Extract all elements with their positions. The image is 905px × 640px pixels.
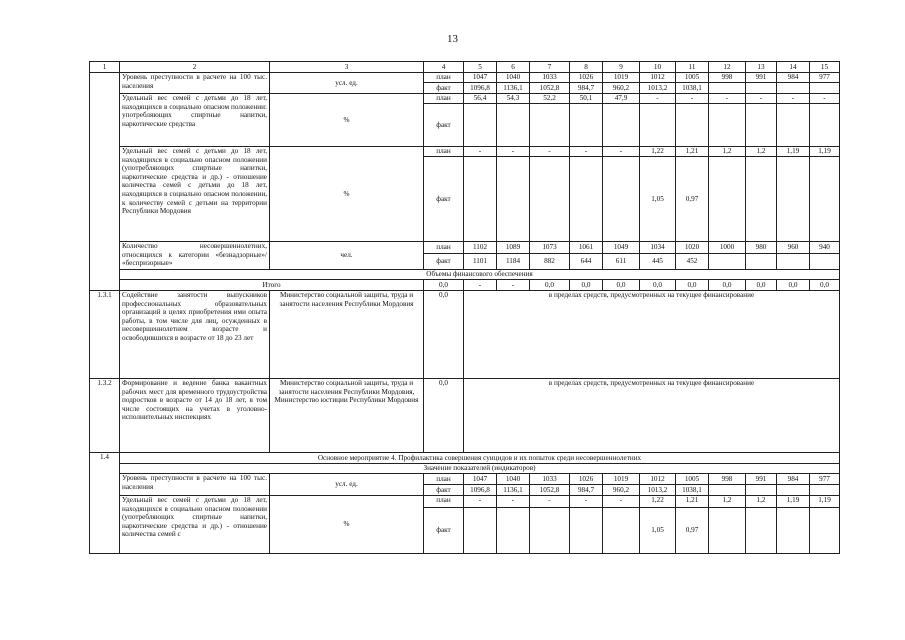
indicator-unit: % <box>270 94 424 147</box>
column-number: 1 <box>90 62 120 73</box>
fact-value: 1136,1 <box>497 83 530 94</box>
fact-value: 960,2 <box>603 485 640 496</box>
plan-value: 1,21 <box>676 496 709 508</box>
activity-name: Содействие занятости выпускников профессиональных образовательных организаций в целях приобретения ими опыта работы, в том числе для лиц, осужденных в несовершеннолетнем возрасте и освободившихся в возрасте от 18 до 23 лет <box>120 291 270 379</box>
section-title: Основное мероприятие 4. Профилактика совершения суицидов и их попыток среди несовершеннолетних <box>120 453 840 464</box>
fact-value <box>709 157 746 242</box>
plan-value: 1012 <box>640 474 676 485</box>
fact-value <box>746 485 777 496</box>
fact-value <box>777 157 810 242</box>
fact-value: 882 <box>530 254 570 270</box>
plan-value: 1026 <box>570 73 603 83</box>
fact-value <box>570 508 603 554</box>
fact-value: 0,97 <box>676 157 709 242</box>
indicator-name: Удельный вес семей с детьми до 18 лет, находящихся в социально опасном положении (употребляющих спиртные напитки, наркотические средства и др.) - отношение количества семей с <box>120 496 270 554</box>
fact-value: 1052,8 <box>530 83 570 94</box>
plan-value: 1,2 <box>709 496 746 508</box>
plan-value: 52,2 <box>530 94 570 104</box>
plan-label: план <box>424 496 464 508</box>
fact-value <box>530 104 570 147</box>
plan-value: 1012 <box>640 73 676 83</box>
table-row <box>90 291 840 379</box>
indicator-name: Уровень преступности в расчете на 100 тыс. населения <box>120 73 270 94</box>
fact-value <box>570 157 603 242</box>
table-row <box>90 496 840 508</box>
plan-value: 1034 <box>640 242 676 254</box>
fact-value: 1136,1 <box>497 485 530 496</box>
plan-value: 960 <box>777 242 810 254</box>
plan-value: 1089 <box>497 242 530 254</box>
plan-value: 977 <box>810 474 840 485</box>
plan-value: - <box>497 496 530 508</box>
plan-label: план <box>424 73 464 83</box>
activity-note: в пределах средств, предусмотренных на текущее финансирование <box>464 379 840 453</box>
plan-label: план <box>424 474 464 485</box>
fact-value <box>810 104 840 147</box>
header-row <box>90 62 840 73</box>
plan-value: - <box>530 147 570 157</box>
total-value: 0,0 <box>530 280 570 291</box>
table-row <box>90 147 840 157</box>
fact-value <box>530 157 570 242</box>
activity-amount: 0,0 <box>424 291 464 379</box>
plan-value: 1,21 <box>676 147 709 157</box>
column-number: 9 <box>603 62 640 73</box>
fact-value <box>810 83 840 94</box>
fact-value <box>603 157 640 242</box>
row-number-cell <box>90 73 120 291</box>
fact-value <box>746 83 777 94</box>
plan-value: - <box>640 94 676 104</box>
table-row <box>90 73 840 83</box>
fact-value <box>530 508 570 554</box>
program-table <box>89 61 840 554</box>
fact-value <box>464 157 497 242</box>
plan-value: 1102 <box>464 242 497 254</box>
plan-value: 1,19 <box>810 496 840 508</box>
plan-value: 1019 <box>603 474 640 485</box>
fact-value <box>676 104 709 147</box>
plan-value: - <box>810 94 840 104</box>
indicator-name: Удельный вес семей с детьми до 18 лет, находящихся в социально опасном положении (употребляющих спиртные напитки, наркотические средства и др.) - отношение количества семей с детьми до 18 лет, находящихся в социально опасном положении, к количеству семей с детьми на территории Республики Мордовия <box>120 147 270 242</box>
fact-value <box>746 254 777 270</box>
activity-executor: Министерство социальной защиты, труда и занятости населения Республики Мордовия <box>270 291 424 379</box>
indicator-unit: % <box>270 147 424 242</box>
plan-value: 1047 <box>464 474 497 485</box>
fact-value <box>570 104 603 147</box>
fact-value: 1052,8 <box>530 485 570 496</box>
fact-value <box>709 104 746 147</box>
column-number: 8 <box>570 62 603 73</box>
total-value: 0,0 <box>810 280 840 291</box>
fact-value <box>497 508 530 554</box>
fact-value <box>777 254 810 270</box>
fact-label: факт <box>424 508 464 554</box>
fact-value: 452 <box>676 254 709 270</box>
plan-value: 1061 <box>570 242 603 254</box>
plan-value: 984 <box>777 474 810 485</box>
plan-value: - <box>603 496 640 508</box>
indicator-unit: чел. <box>270 242 424 270</box>
indicator-name: Уровень преступности в расчете на 100 тыс. населения <box>120 474 270 496</box>
plan-value: - <box>709 94 746 104</box>
plan-value: 1,2 <box>746 147 777 157</box>
column-number: 7 <box>530 62 570 73</box>
plan-value: 1000 <box>709 242 746 254</box>
section-number: 1.4 <box>90 453 120 554</box>
fact-value: 1,05 <box>640 508 676 554</box>
fact-value <box>640 104 676 147</box>
plan-value: - <box>464 496 497 508</box>
activity-number: 1.3.1 <box>90 291 120 379</box>
fact-value: 984,7 <box>570 83 603 94</box>
total-value: 0,0 <box>746 280 777 291</box>
fact-value: 1096,8 <box>464 83 497 94</box>
indicator-unit: % <box>270 496 424 554</box>
plan-value: 1040 <box>497 474 530 485</box>
plan-value: - <box>530 496 570 508</box>
table-row <box>90 464 840 474</box>
plan-value: 984 <box>777 73 810 83</box>
page-number: 13 <box>447 33 458 45</box>
indicators-title: Значение показателей (индикаторов) <box>120 464 840 474</box>
fact-value <box>810 508 840 554</box>
plan-value: 1040 <box>497 73 530 83</box>
fact-value: 1096,8 <box>464 485 497 496</box>
plan-value: 56,4 <box>464 94 497 104</box>
fact-value: 1184 <box>497 254 530 270</box>
total-value: 0,0 <box>570 280 603 291</box>
indicator-unit: усл. ед. <box>270 474 424 496</box>
plan-value: - <box>497 147 530 157</box>
plan-value: - <box>603 147 640 157</box>
fact-value: 1013,2 <box>640 485 676 496</box>
total-value: 0,0 <box>676 280 709 291</box>
plan-value: 940 <box>810 242 840 254</box>
plan-value: 1033 <box>530 474 570 485</box>
fact-value <box>777 485 810 496</box>
plan-value: 1005 <box>676 474 709 485</box>
fact-value: 0,97 <box>676 508 709 554</box>
finance-title: Объемы финансового обеспечения <box>120 270 840 280</box>
fact-value <box>777 508 810 554</box>
fact-value <box>497 104 530 147</box>
column-number: 2 <box>120 62 270 73</box>
plan-value: 1005 <box>676 73 709 83</box>
activity-note: в пределах средств, предусмотренных на текущее финансирование <box>464 291 840 379</box>
fact-value: 984,7 <box>570 485 603 496</box>
table-row <box>90 270 840 280</box>
fact-value <box>709 485 746 496</box>
total-label: Итого <box>120 280 424 291</box>
fact-value <box>709 83 746 94</box>
indicator-name: Количество несовершеннолетних, относящихся к категории «безнадзорные»/ «беспризорные» <box>120 242 270 270</box>
activity-amount: 0,0 <box>424 379 464 453</box>
plan-value: 1026 <box>570 474 603 485</box>
plan-value: 977 <box>810 73 840 83</box>
fact-label: факт <box>424 104 464 147</box>
fact-value <box>746 157 777 242</box>
total-value: 0,0 <box>709 280 746 291</box>
plan-value: 1049 <box>603 242 640 254</box>
total-value: - <box>464 280 497 291</box>
column-number: 10 <box>640 62 676 73</box>
plan-value: 1,2 <box>709 147 746 157</box>
fact-label: факт <box>424 485 464 496</box>
column-number: 11 <box>676 62 709 73</box>
fact-value <box>464 508 497 554</box>
fact-label: факт <box>424 254 464 270</box>
table-row <box>90 94 840 104</box>
plan-value: - <box>464 147 497 157</box>
plan-value: 1,2 <box>746 496 777 508</box>
fact-value <box>709 254 746 270</box>
plan-value: 998 <box>709 73 746 83</box>
column-number: 4 <box>424 62 464 73</box>
activity-executor: Министерство социальной защиты, труда и занятости населения Республики Мордовия, Министерство юстиции Республики Мордовия <box>270 379 424 453</box>
plan-value: 1,19 <box>777 147 810 157</box>
fact-label: факт <box>424 83 464 94</box>
column-number: 15 <box>810 62 840 73</box>
fact-value <box>603 508 640 554</box>
plan-label: план <box>424 94 464 104</box>
fact-value: 1038,1 <box>676 485 709 496</box>
fact-value <box>777 104 810 147</box>
plan-label: план <box>424 242 464 254</box>
fact-value: 644 <box>570 254 603 270</box>
fact-value: 1038,1 <box>676 83 709 94</box>
fact-value: 445 <box>640 254 676 270</box>
fact-label: факт <box>424 157 464 242</box>
table-row <box>90 474 840 485</box>
table-row <box>90 280 840 291</box>
plan-value: 991 <box>746 73 777 83</box>
column-number: 3 <box>270 62 424 73</box>
total-value: - <box>497 280 530 291</box>
plan-value: - <box>746 94 777 104</box>
indicator-unit: усл. ед. <box>270 73 424 94</box>
fact-value <box>810 157 840 242</box>
table-row <box>90 379 840 453</box>
column-number: 12 <box>709 62 746 73</box>
fact-value <box>603 104 640 147</box>
plan-value: 1,19 <box>777 496 810 508</box>
plan-value: 1019 <box>603 73 640 83</box>
fact-value <box>746 508 777 554</box>
activity-number: 1.3.2 <box>90 379 120 453</box>
fact-value: 1013,2 <box>640 83 676 94</box>
column-number: 13 <box>746 62 777 73</box>
fact-value: 1,05 <box>640 157 676 242</box>
plan-label: план <box>424 147 464 157</box>
plan-value: - <box>570 147 603 157</box>
column-number: 6 <box>497 62 530 73</box>
plan-value: 1020 <box>676 242 709 254</box>
plan-value: - <box>570 496 603 508</box>
indicator-name: Удельный вес семей с детьми до 18 лет, находящихся в социально опасном положении: употребляющих спиртные напитки, наркотические средства <box>120 94 270 147</box>
total-value: 0,0 <box>603 280 640 291</box>
fact-value <box>810 485 840 496</box>
activity-name: Формирование и ведение банка вакантных рабочих мест для временного трудоустройства подростков в возрасте от 14 до 18 лет, в том числе состоящих на учетах в уголовно-исполнительных инспекциях <box>120 379 270 453</box>
fact-value <box>464 104 497 147</box>
plan-value: 980 <box>746 242 777 254</box>
column-number: 14 <box>777 62 810 73</box>
plan-value: - <box>777 94 810 104</box>
plan-value: 991 <box>746 474 777 485</box>
table-row <box>90 453 840 464</box>
fact-value: 1101 <box>464 254 497 270</box>
plan-value: 1047 <box>464 73 497 83</box>
fact-value <box>746 104 777 147</box>
fact-value <box>497 157 530 242</box>
plan-value: 1033 <box>530 73 570 83</box>
plan-value: 1,22 <box>640 496 676 508</box>
total-value: 0,0 <box>424 280 464 291</box>
fact-value: 960,2 <box>603 83 640 94</box>
plan-value: 1,22 <box>640 147 676 157</box>
plan-value: 50,1 <box>570 94 603 104</box>
plan-value: 998 <box>709 474 746 485</box>
plan-value: 54,3 <box>497 94 530 104</box>
plan-value: 47,9 <box>603 94 640 104</box>
total-value: 0,0 <box>640 280 676 291</box>
plan-value: - <box>676 94 709 104</box>
fact-value <box>709 508 746 554</box>
plan-value: 1073 <box>530 242 570 254</box>
fact-value: 611 <box>603 254 640 270</box>
total-value: 0,0 <box>777 280 810 291</box>
fact-value <box>810 254 840 270</box>
plan-value: 1,19 <box>810 147 840 157</box>
table-row <box>90 242 840 254</box>
column-number: 5 <box>464 62 497 73</box>
fact-value <box>777 83 810 94</box>
